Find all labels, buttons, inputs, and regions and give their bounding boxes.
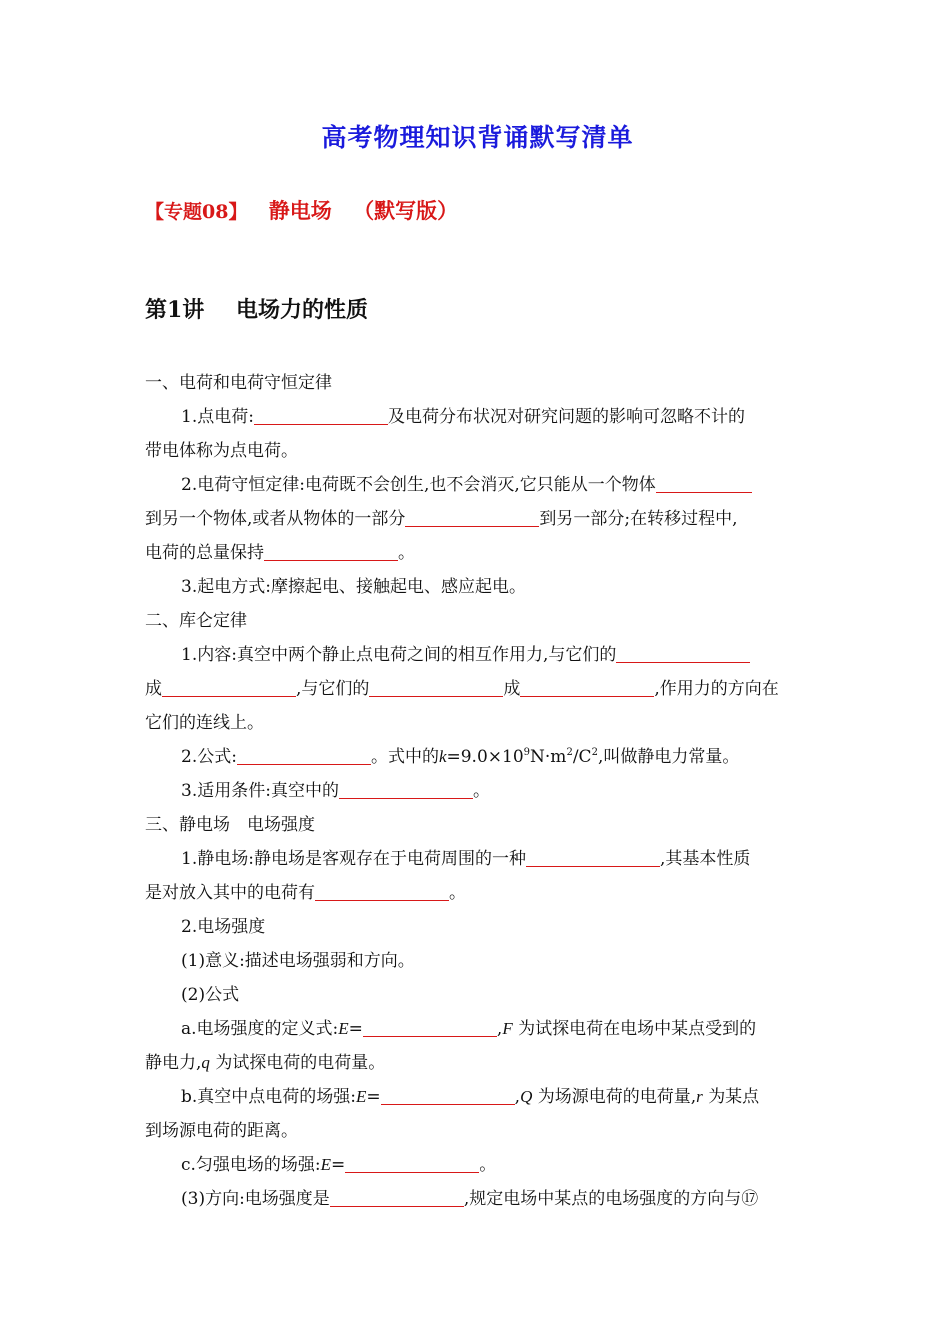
fill-blank[interactable] <box>381 1084 515 1105</box>
fill-blank[interactable] <box>315 880 449 901</box>
topic-name: 静电场 <box>268 198 332 223</box>
paragraph-line: 3.起电方式:摩擦起电、接触起电、感应起电。 <box>181 577 526 597</box>
paragraph-line: c.匀强电场的场强:E= 。 <box>145 1148 810 1182</box>
lecture-number: 第1讲 <box>145 297 205 323</box>
fill-blank[interactable] <box>363 1016 497 1037</box>
paragraph-line: 1.静电场:静电场是客观存在于电荷周围的一种 ,其基本性质 <box>145 842 810 876</box>
fill-blank[interactable] <box>526 846 660 867</box>
paragraph-line: 它们的连线上。 <box>145 713 264 733</box>
paragraph-line: 3.适用条件:真空中的 。 <box>145 774 810 808</box>
section-heading: 二、库仑定律 <box>145 611 247 631</box>
fill-blank[interactable] <box>254 404 388 425</box>
topic-version: （默写版） <box>353 198 459 223</box>
paragraph-line: (3)方向:电场强度是 ,规定电场中某点的电场强度的方向与⑰ <box>145 1182 810 1216</box>
paragraph-line: 带电体称为点电荷。 <box>145 441 298 461</box>
lecture-heading <box>145 293 368 324</box>
paragraph-line: 2.电场强度 <box>181 917 266 937</box>
fill-blank[interactable] <box>345 1152 479 1173</box>
paragraph-line: a.电场强度的定义式:E= ,F 为试探电荷在电场中某点受到的 <box>145 1012 810 1046</box>
fill-blank[interactable] <box>656 472 752 493</box>
paragraph-line: 电荷的总量保持 。 <box>145 536 810 570</box>
fill-blank[interactable] <box>520 676 654 697</box>
document-title: 高考物理知识背诵默写清单 <box>321 123 634 152</box>
fill-blank[interactable] <box>339 778 473 799</box>
fill-blank[interactable] <box>330 1186 464 1207</box>
section-heading: 一、电荷和电荷守恒定律 <box>145 373 332 393</box>
topic-heading <box>145 195 458 225</box>
paragraph-line: (2)公式 <box>181 985 240 1005</box>
fill-blank[interactable] <box>237 744 371 765</box>
paragraph-line: 2.公式: 。式中的$k=9.0\times 10^9N\cdot m^2/C^2$,叫做静电力常量。 <box>145 740 810 774</box>
lecture-name: 电场力的性质 <box>235 297 368 323</box>
paragraph-line: 到场源电荷的距离。 <box>145 1121 298 1141</box>
document-body <box>145 366 810 1216</box>
paragraph-line: 成 ,与它们的 成 ,作用力的方向在 <box>145 672 810 706</box>
fill-blank[interactable] <box>162 676 296 697</box>
paragraph-line: 是对放入其中的电荷有 。 <box>145 876 810 910</box>
paragraph-line: 静电力,q 为试探电荷的电荷量。 <box>145 1053 386 1073</box>
paragraph-line: 2.电荷守恒定律:电荷既不会创生,也不会消灭,它只能从一个物体 <box>145 468 810 502</box>
paragraph-line: b.真空中点电荷的场强:E= ,Q 为场源电荷的电荷量,r 为某点 <box>145 1080 810 1114</box>
paragraph-line: (1)意义:描述电场强弱和方向。 <box>181 951 415 971</box>
paragraph-line: 1.内容:真空中两个静止点电荷之间的相互作用力,与它们的 <box>145 638 810 672</box>
section-heading: 三、静电场 电场强度 <box>145 815 315 835</box>
fill-blank[interactable] <box>405 506 539 527</box>
paragraph-line: 1.点电荷: 及电荷分布状况对研究问题的影响可忽略不计的 <box>145 400 810 434</box>
paragraph-line: 到另一个物体,或者从物体的一部分 到另一部分;在转移过程中, <box>145 502 810 536</box>
topic-tag: 【专题08】 <box>145 201 248 223</box>
fill-blank[interactable] <box>616 642 750 663</box>
fill-blank[interactable] <box>369 676 503 697</box>
fill-blank[interactable] <box>264 540 398 561</box>
